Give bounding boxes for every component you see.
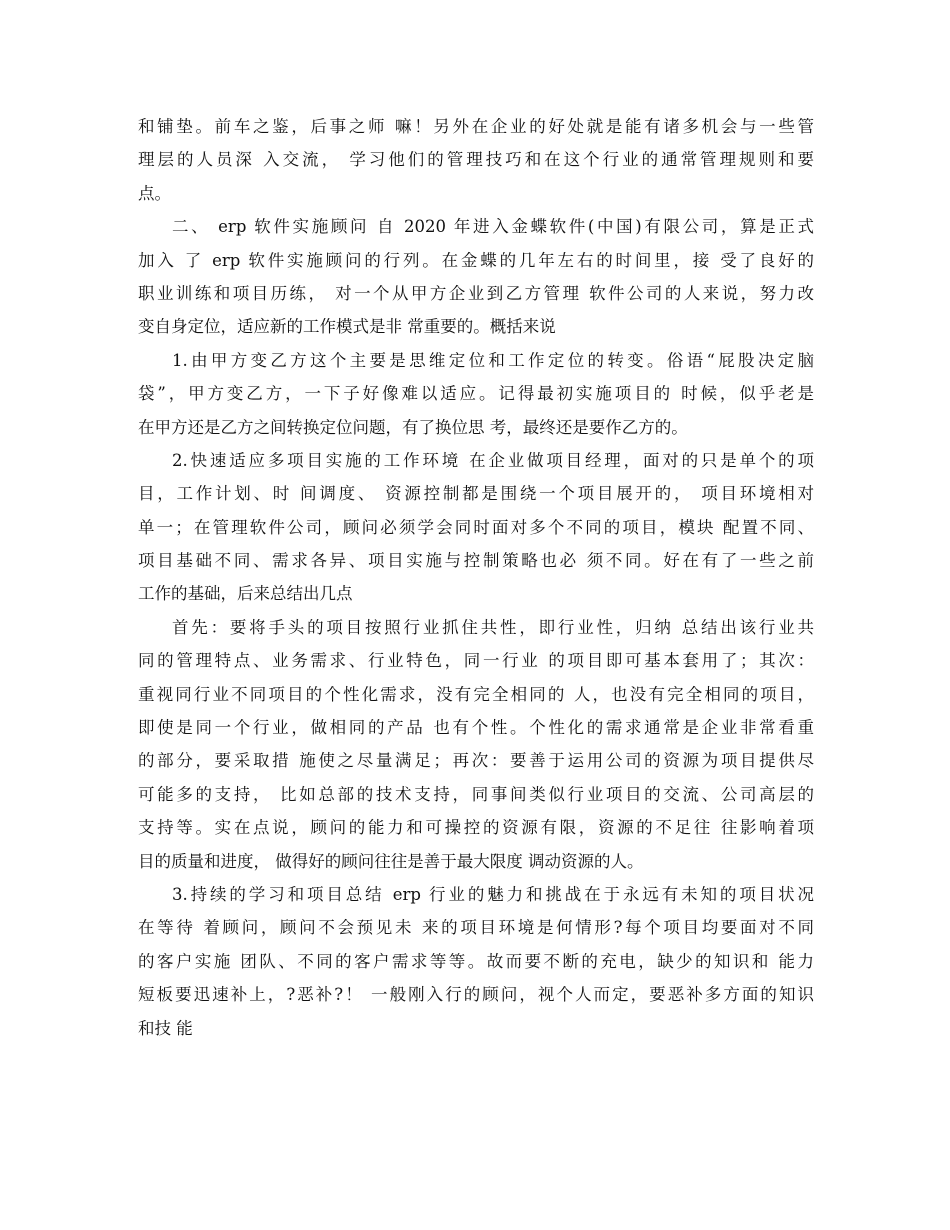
text-line: 在等待 着顾问，顾问不会预见未 来的项目环境是何情形?每个项目均要面对不同 — [138, 918, 814, 938]
text-line: 支持等。实在点说，顾问的能力和可操控的资源有限，资源的不足往 往影响着项 — [138, 818, 814, 838]
paragraph-6 — [138, 878, 814, 1045]
paragraph-3 — [138, 344, 814, 444]
paragraph-1 — [138, 110, 814, 210]
text-line: 2.快速适应多项目实施的工作环境 在企业做项目经理，面对的只是单个的项 — [172, 450, 814, 470]
text-line: 职业训练和项目历练， 对一个从甲方企业到乙方管理 软件公司的人来说，努力改 — [138, 283, 814, 303]
text-line: 和技 能 — [138, 1018, 193, 1038]
text-line: 在甲方还是乙方之间转换定位问题，有了换位思 考，最终还是要作乙方的。 — [138, 417, 688, 437]
text-line: 目，工作计划、时 间调度、 资源控制都是围绕一个项目展开的， 项目环境相对 — [138, 484, 814, 504]
text-line: 二、 erp 软件实施顾问 自 2020 年进入金蝶软件(中国)有限公司，算是正式 — [172, 217, 814, 237]
text-line: 袋”，甲方变乙方，一下子好像难以适应。记得最初实施项目的 时候，似乎老是 — [138, 384, 814, 404]
text-line: 加入 了 erp 软件实施顾问的行列。在金蝶的几年左右的时间里，接 受了良好的 — [138, 250, 814, 270]
text-line: 工作的基础，后来总结出几点 — [138, 584, 353, 604]
text-line: 和铺垫。前车之鉴，后事之师 嘛！另外在企业的好处就是能有诸多机会与一些管 — [138, 117, 814, 136]
text-line: 短板要迅速补上，?恶补?！ 一般刚入行的顾问，视个人而定，要恶补多方面的知识 — [138, 985, 814, 1005]
text-line: 目的质量和进度， 做得好的顾问往往是善于最大限度 调动资源的人。 — [138, 851, 644, 871]
text-line: 首先：要将手头的项目按照行业抓住共性，即行业性，归纳 总结出该行业共 — [172, 617, 814, 637]
text-line: 1.由甲方变乙方这个主要是思维定位和工作定位的转变。俗语“屁股决定脑 — [172, 350, 814, 370]
text-line: 单一；在管理软件公司，顾问必须学会同时面对多个不同的项目，模块 配置不同、 — [138, 517, 814, 537]
text-line: 同的管理特点、业务需求、行业特色，同一行业 的项目即可基本套用了；其次： — [138, 651, 814, 671]
text-line: 3.持续的学习和项目总结 erp 行业的魅力和挑战在于永远有未知的项目状况 — [172, 884, 814, 904]
text-line: 即使是同一个行业，做相同的产品 也有个性。个性化的需求通常是企业非常看重 — [138, 718, 814, 738]
text-line: 点。 — [138, 183, 171, 203]
text-line: 的部分，要采取措 施使之尽量满足；再次：要善于运用公司的资源为项目提供尽 — [138, 751, 814, 771]
paragraph-4 — [138, 444, 814, 611]
text-line: 重视同行业不同项目的个性化需求，没有完全相同的 人，也没有完全相同的项目， — [138, 684, 814, 704]
text-line: 可能多的支持， 比如总部的技术支持，同事间类似行业项目的交流、公司高层的 — [138, 784, 814, 804]
text-line: 理层的人员深 入交流， 学习他们的管理技巧和在这个行业的通常管理规则和要 — [138, 150, 814, 170]
paragraph-2 — [138, 210, 814, 344]
paragraph-5 — [138, 611, 814, 878]
text-line: 变自身定位，适应新的工作模式是非 常重要的。概括来说 — [138, 317, 556, 337]
text-line: 项目基础不同、需求各异、项目实施与控制策略也必 须不同。好在有了一些之前 — [138, 551, 814, 571]
text-line: 的客户实施 团队、不同的客户需求等等。故而要不断的充电，缺少的知识和 能力 — [138, 951, 814, 971]
document-page — [138, 110, 814, 1045]
